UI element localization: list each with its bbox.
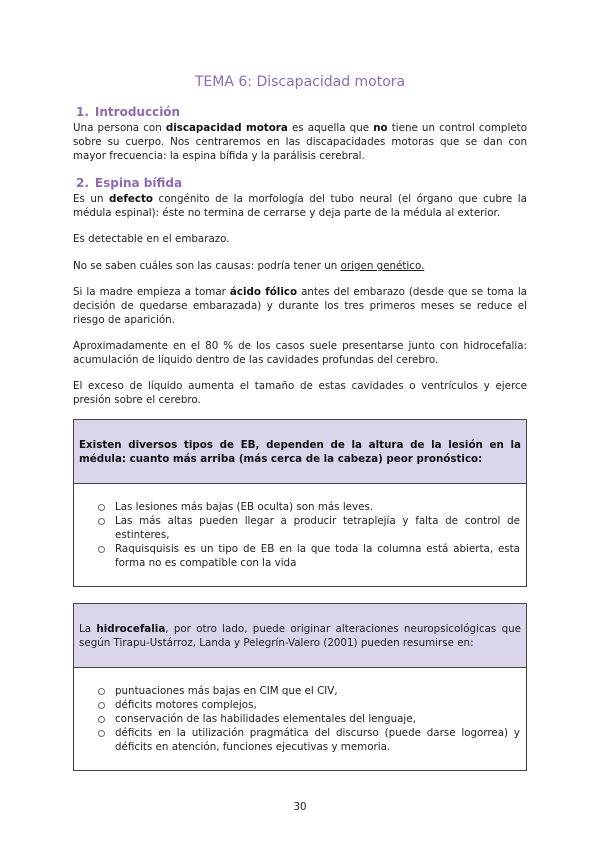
list-item (74, 514, 526, 542)
text-run: congénito de la morfología del tubo neural (el órgano que cubre la médula espinal): éste no termina de cerrarse y deja parte de la médula al exterior. (73, 193, 527, 219)
bold-term: no (373, 122, 388, 134)
section-title: Introducción (94, 105, 181, 119)
list-item (74, 684, 526, 698)
paragraph-hidrocefalia: Aproximadamente en el 80 % de los casos suele presentarse junto con hidrocefalia: acumulación de líquido dentro de las cavidades profundas del cerebro. (73, 340, 527, 366)
bold-term: ácido fólico (229, 286, 298, 298)
list-item (74, 500, 526, 514)
text-run: Una persona con (73, 122, 166, 134)
bullet-icon (98, 702, 105, 709)
list-item (74, 542, 526, 570)
bullet-icon (98, 730, 105, 737)
list-item-text: déficits en la utilización pragmática del discurso (puede darse logorrea) y déficits en atención, funciones ejecutivas y memoria. (115, 727, 520, 753)
section-number: 1. (76, 105, 89, 119)
text-run: es aquella que (287, 122, 374, 134)
list-item-text: Las lesiones más bajas (EB oculta) son más leves. (115, 501, 374, 513)
hidrocefalia-box-header (74, 604, 526, 668)
paragraph-detectable: Es detectable en el embarazo. (73, 233, 230, 245)
underlined-term: origen genético. (340, 260, 425, 272)
list-item-text: Las más altas pueden llegar a producir tetraplejía y falta de control de estinteres, (115, 515, 520, 541)
eb-types-box-header (74, 420, 526, 484)
text-run: No se saben cuáles son las causas: podría tener un (73, 260, 341, 272)
list-item (74, 712, 526, 726)
bold-term: discapacidad motora (165, 122, 288, 134)
section-title: Espina bífida (94, 176, 183, 190)
list-item-text: Raquisquisis es un tipo de EB en la que toda la columna está abierta, esta forma no es compatible con la vida (115, 543, 520, 569)
text-run: tiene un control completo sobre su cuerpo. Nos centraremos en las discapacidades motoras que se dan con mayor frecuencia: la espina bífida y la parálisis cerebral. (73, 122, 527, 162)
text-run: antes del embarazo (desde que se toma la decisión de quedarse embarazada) y durante los tres primeros meses se reduce el riesgo de aparición. (73, 286, 527, 326)
bullet-icon (98, 716, 105, 723)
list-item-text: conservación de las habilidades elementales del lenguaje, (115, 713, 416, 725)
list-item-text: puntuaciones más bajas en CIM que el CIV, (115, 685, 338, 697)
hidrocefalia-list (74, 668, 526, 770)
page-number: 30 (293, 801, 307, 813)
paragraph-exceso-liquido: El exceso de líquido aumenta el tamaño de estas cavidades o ventrículos y ejerce presión sobre el cerebro. (73, 380, 527, 406)
list-item (74, 726, 526, 754)
list-item (74, 698, 526, 712)
bullet-icon (98, 504, 105, 511)
bullet-icon (98, 546, 105, 553)
hidrocefalia-box (73, 603, 527, 771)
list-item-text: déficits motores complejos, (115, 699, 257, 711)
bullet-icon (98, 518, 105, 525)
box-header-text (79, 622, 521, 650)
box-header-text: Existen diversos tipos de EB, dependen de la altura de la lesión en la médula: cuanto más arriba (más cerca de la cabeza) peor pronóstico: (79, 438, 521, 465)
bold-term: hidrocefalia (96, 622, 166, 635)
bold-term: defecto (109, 193, 153, 205)
paragraph-defecto (73, 192, 527, 220)
intro-paragraph (73, 121, 527, 163)
section-number: 2. (76, 176, 89, 190)
paragraph-acido-folico (73, 285, 527, 327)
text-run: La (79, 622, 97, 635)
bullet-icon (98, 688, 105, 695)
paragraph-causas (73, 259, 527, 273)
text-run: Si la madre empieza a tomar (73, 286, 230, 298)
page-title: TEMA 6: Discapacidad motora (194, 74, 406, 90)
section-heading-introduccion (73, 104, 180, 120)
eb-types-box (73, 419, 527, 587)
section-heading-espina-bifida (73, 175, 182, 191)
text-run: Es un (73, 193, 110, 205)
eb-types-list (74, 484, 526, 586)
text-run: , por otro lado, puede originar alteraciones neuropsicológicas que según Tirapu-Ustárroz, Landa y Pelegrín-Valero (2001) pueden resumirse en: (79, 622, 521, 649)
